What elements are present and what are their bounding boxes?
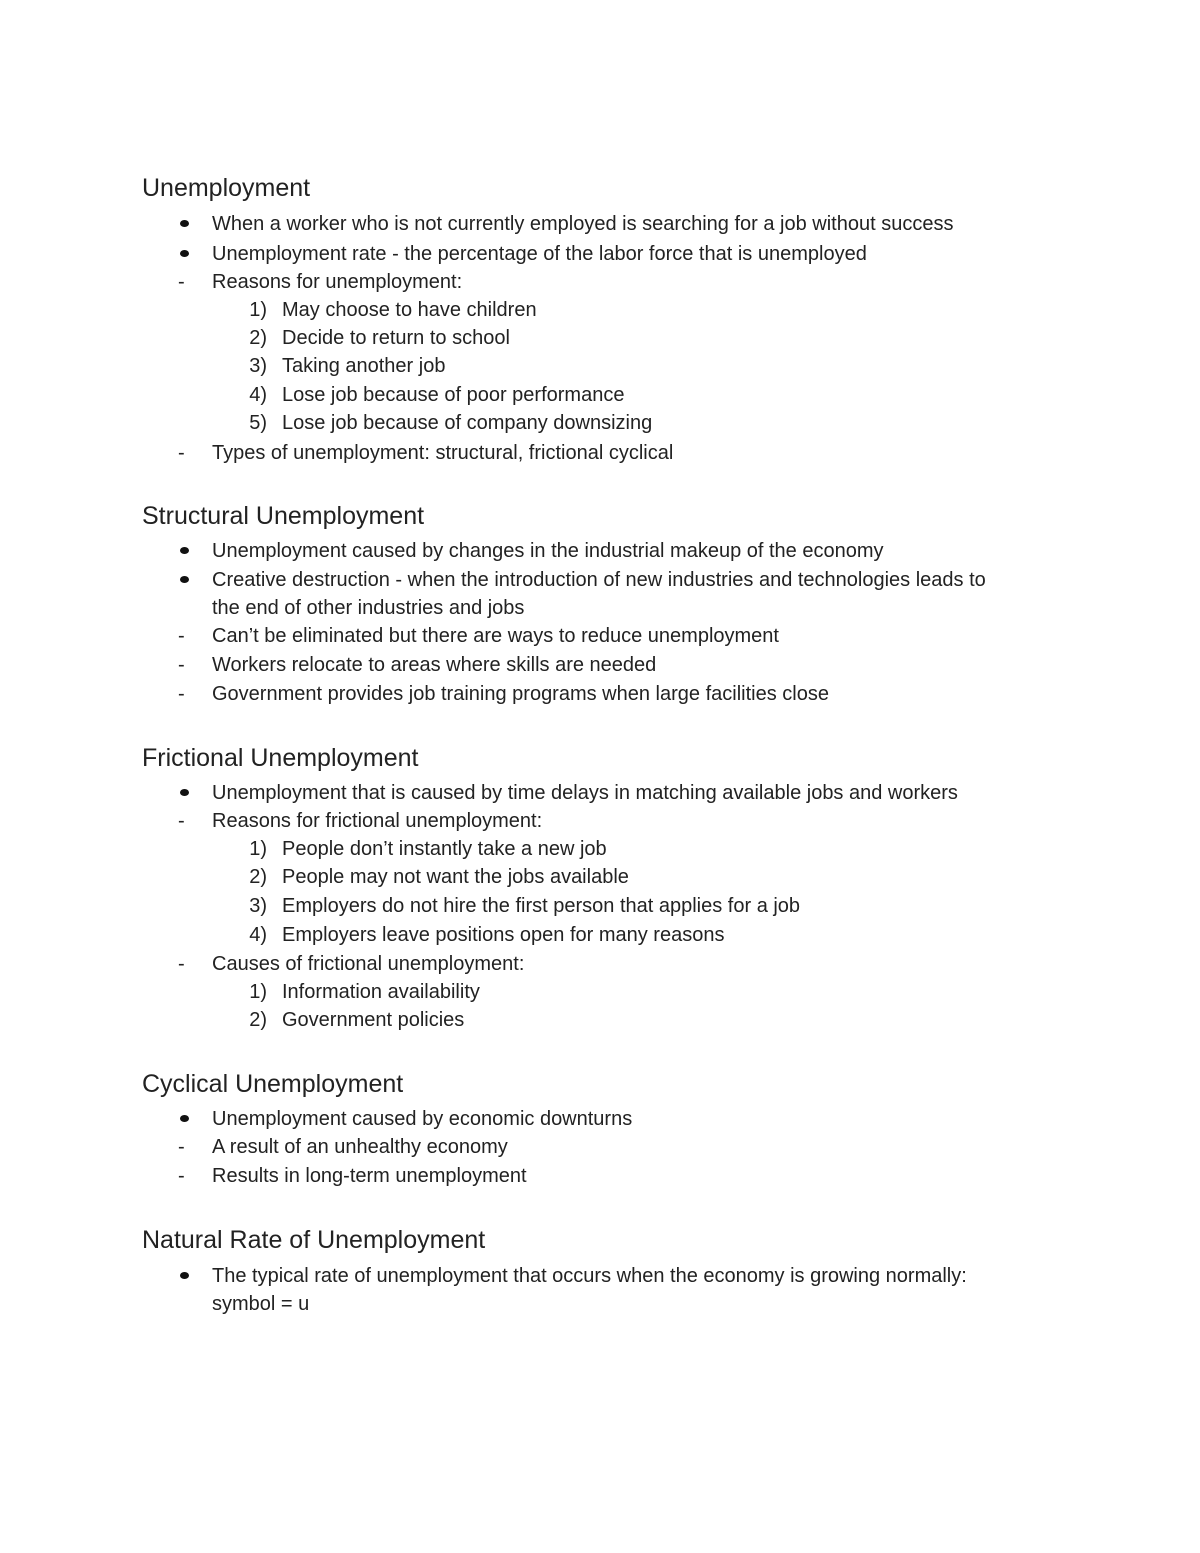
bullet-item — [142, 240, 1142, 268]
dash-item — [142, 680, 1142, 708]
item-number: 3) — [249, 355, 267, 377]
item-text: The typical rate of unemployment that occurs when the economy is growing normally: — [212, 1265, 967, 1287]
numbered-item — [142, 409, 1142, 437]
numbered-item — [142, 296, 1142, 324]
bullet-dot — [180, 576, 189, 583]
bullet-item — [142, 1262, 1142, 1318]
item-text: Employers leave positions open for many reasons — [282, 924, 725, 946]
bullet-dot — [180, 250, 189, 257]
bullet-item — [142, 566, 1142, 622]
item-number: 2) — [249, 1009, 267, 1031]
item-text: Causes of frictional unemployment: — [212, 953, 525, 975]
dash-marker: - — [178, 953, 185, 975]
dash-marker: - — [178, 271, 185, 293]
dash-item — [142, 268, 1142, 296]
item-text: Reasons for frictional unemployment: — [212, 810, 543, 832]
item-number: 2) — [249, 866, 267, 888]
bullet-item — [142, 537, 1142, 565]
bullet-dot — [180, 1272, 189, 1279]
numbered-item — [142, 324, 1142, 352]
section-heading: Natural Rate of Unemployment — [142, 1226, 486, 1254]
item-text: When a worker who is not currently employed is searching for a job without success — [212, 213, 954, 235]
numbered-item — [142, 381, 1142, 409]
item-text: Unemployment caused by changes in the industrial makeup of the economy — [212, 540, 884, 562]
numbered-item — [142, 835, 1142, 863]
item-text: May choose to have children — [282, 299, 537, 321]
dash-marker: - — [178, 625, 185, 647]
numbered-item — [142, 352, 1142, 380]
item-text-continued: symbol = u — [212, 1293, 310, 1315]
item-text: Government provides job training programs when large facilities close — [212, 683, 829, 705]
bullet-dot — [180, 220, 189, 227]
item-text: People may not want the jobs available — [282, 866, 629, 888]
item-text: Reasons for unemployment: — [212, 271, 463, 293]
item-text: Types of unemployment: structural, frictional cyclical — [212, 442, 674, 464]
dash-marker: - — [178, 654, 185, 676]
section-heading: Unemployment — [142, 174, 311, 202]
item-number: 1) — [249, 981, 267, 1003]
numbered-item — [142, 863, 1142, 891]
item-text: Can’t be eliminated but there are ways to reduce unemployment — [212, 625, 779, 647]
dash-marker: - — [178, 810, 185, 832]
numbered-item — [142, 921, 1142, 949]
dash-marker: - — [178, 442, 185, 464]
item-text: Lose job because of company downsizing — [282, 412, 653, 434]
item-text: Creative destruction - when the introduction of new industries and technologies leads to — [212, 569, 986, 591]
item-text-continued: the end of other industries and jobs — [212, 597, 525, 619]
dash-item — [142, 807, 1142, 835]
numbered-item — [142, 978, 1142, 1006]
section-heading: Structural Unemployment — [142, 502, 425, 530]
numbered-item — [142, 892, 1142, 920]
numbered-item — [142, 1006, 1142, 1034]
item-text: Unemployment rate - the percentage of the labor force that is unemployed — [212, 243, 867, 265]
item-text: Results in long-term unemployment — [212, 1165, 527, 1187]
dash-marker: - — [178, 683, 185, 705]
dash-marker: - — [178, 1165, 185, 1187]
item-text: Decide to return to school — [282, 327, 510, 349]
item-number: 5) — [249, 412, 267, 434]
item-text: A result of an unhealthy economy — [212, 1136, 508, 1158]
dash-item — [142, 439, 1142, 467]
item-text: Unemployment caused by economic downturns — [212, 1108, 633, 1130]
bullet-dot — [180, 547, 189, 554]
item-text: Information availability — [282, 981, 480, 1003]
dash-item — [142, 950, 1142, 978]
item-text: Employers do not hire the first person that applies for a job — [282, 895, 801, 917]
dash-item — [142, 651, 1142, 679]
item-number: 2) — [249, 327, 267, 349]
item-text: Unemployment that is caused by time delays in matching available jobs and workers — [212, 782, 958, 804]
bullet-item — [142, 779, 1142, 807]
bullet-item — [142, 1105, 1142, 1133]
item-text: Government policies — [282, 1009, 465, 1031]
section-heading: Frictional Unemployment — [142, 744, 419, 772]
dash-item — [142, 1133, 1142, 1161]
item-text: People don’t instantly take a new job — [282, 838, 607, 860]
bullet-dot — [180, 1115, 189, 1122]
item-number: 4) — [249, 924, 267, 946]
bullet-dot — [180, 789, 189, 796]
item-number: 4) — [249, 384, 267, 406]
item-text: Taking another job — [282, 355, 446, 377]
item-number: 3) — [249, 895, 267, 917]
dash-marker: - — [178, 1136, 185, 1158]
item-number: 1) — [249, 838, 267, 860]
section-heading: Cyclical Unemployment — [142, 1070, 404, 1098]
item-number: 1) — [249, 299, 267, 321]
bullet-item — [142, 210, 1142, 238]
dash-item — [142, 1162, 1142, 1190]
item-text: Workers relocate to areas where skills are needed — [212, 654, 657, 676]
dash-item — [142, 622, 1142, 650]
item-text: Lose job because of poor performance — [282, 384, 625, 406]
